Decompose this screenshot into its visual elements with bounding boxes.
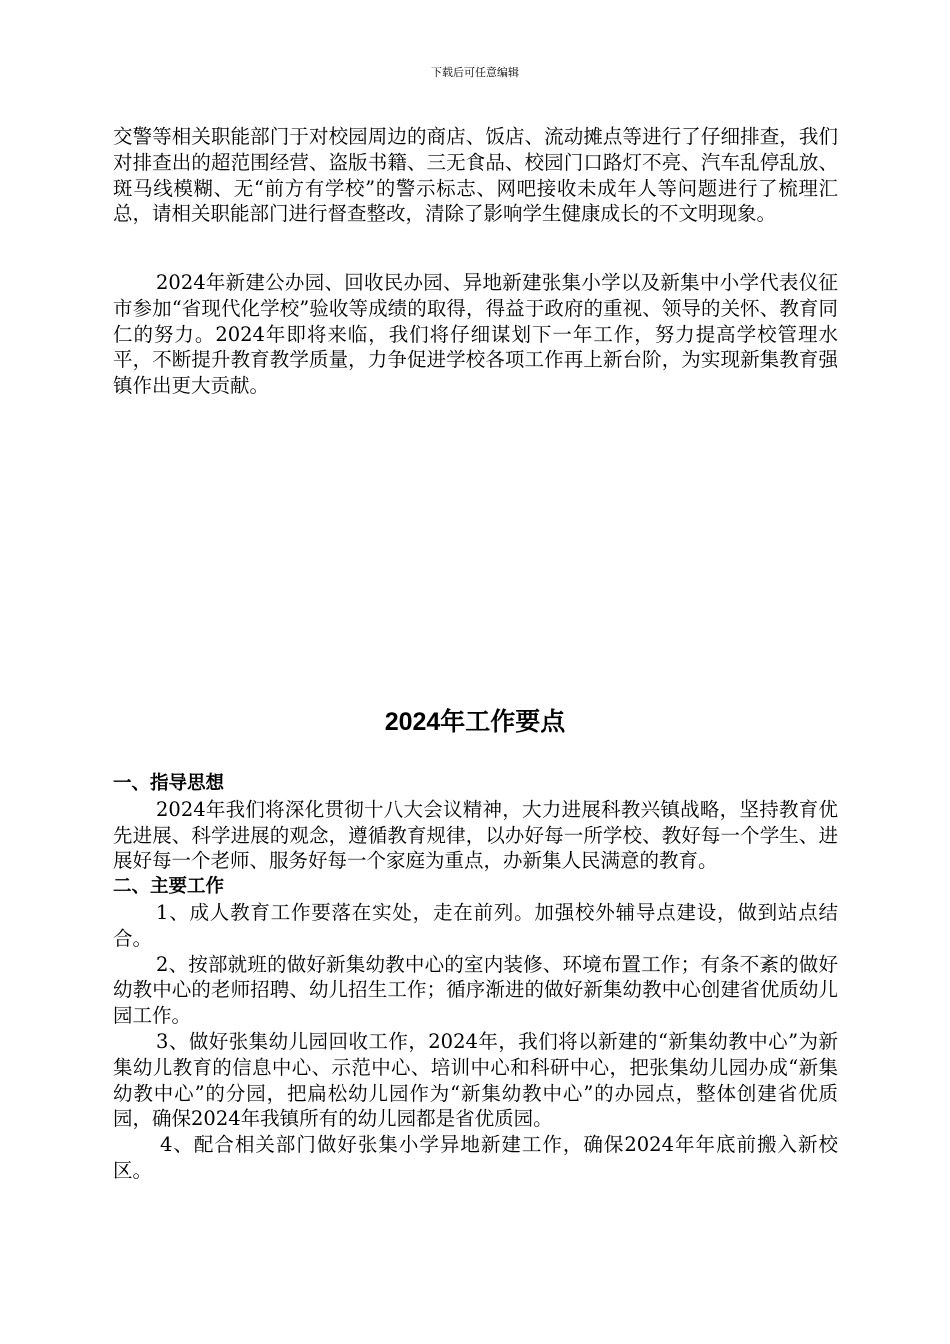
top-text-section bbox=[113, 124, 838, 227]
header-note: 下载后可任意编辑 bbox=[431, 66, 519, 79]
list-item: 1、成人教育工作要落在实处，走在前列。加强校外辅导点建设，做到站点结合。 bbox=[113, 900, 838, 950]
page-title: 2024年工作要点 bbox=[384, 708, 566, 736]
paragraph-guiding-ideology: 2024年我们将深化贯彻十八大会议精神，大力进展科教兴镇战略，坚持教育优先进展、科学进展的观念，遵循教育规律，以办好每一所学校、教好每一个学生、进展好每一个老师、服务好每一个家庭为重点，办新集人民满意的教育。 bbox=[113, 797, 838, 873]
summary-section bbox=[113, 270, 838, 399]
work-points-section bbox=[113, 771, 838, 1184]
list-item: 2、按部就班的做好新集幼教中心的室内装修、环境布置工作；有条不紊的做好幼教中心的老师招聘、幼儿招生工作；循序渐进的做好新集幼教中心创建省优质幼儿园工作。 bbox=[113, 952, 838, 1028]
paragraph-campus-inspection: 交警等相关职能部门于对校园周边的商店、饭店、流动摊点等进行了仔细排查，我们对排查出的超范围经营、盗版书籍、三无食品、校园门口路灯不亮、汽车乱停乱放、斑马线模糊、无“前方有学校”的警示标志、网吧接收未成年人等问题进行了梳理汇总，请相关职能部门进行督查整改，清除了影响学生健康成长的不文明现象。 bbox=[113, 125, 838, 226]
paragraph-achievements: 2024年新建公办园、回收民办园、异地新建张集小学以及新集中小学代表仪征市参加“省现代化学校”验收等成绩的取得，得益于政府的重视、领导的关怀、教育同仁的努力。2024年即将来临，我们将仔细谋划下一年工作，努力提高学校管理水平，不断提升教育教学质量，力争促进学校各项工作再上新台阶，为实现新集教育强镇作出更大贡献。 bbox=[113, 271, 838, 398]
heading-main-work: 二、主要工作 bbox=[113, 876, 225, 898]
list-item: 4、配合相关部门做好张集小学异地新建工作，确保2024年年底前搬入新校区。 bbox=[113, 1133, 838, 1182]
list-item: 3、做好张集幼儿园回收工作，2024年，我们将以新建的“新集幼教中心”为新集幼儿教育的信息中心、示范中心、培训中心和科研中心，把张集幼儿园办成“新集幼教中心”的分园，把扁松幼儿园作为“新集幼教中心”的办园点，整体创建省优质园，确保2024年我镇所有的幼儿园都是省优质园。 bbox=[113, 1029, 838, 1131]
heading-guiding-ideology: 一、指导思想 bbox=[113, 773, 225, 794]
